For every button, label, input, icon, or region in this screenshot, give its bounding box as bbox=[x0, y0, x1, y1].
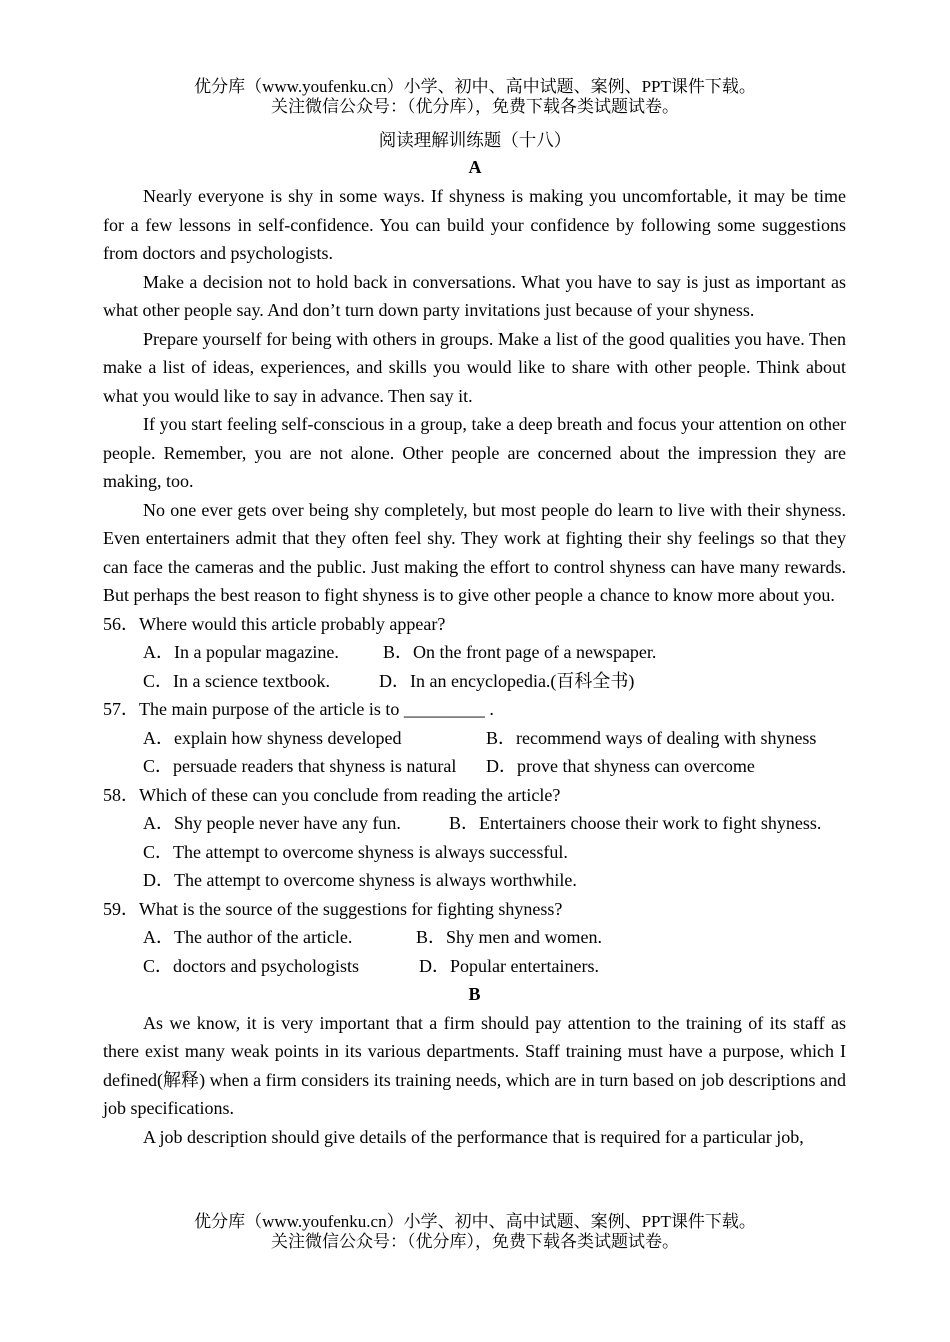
q59-option-a: A．The author of the article. bbox=[143, 927, 353, 947]
section-b-label: B bbox=[468, 984, 481, 1004]
header-line-1: 优分库（www.youfenku.cn）小学、初中、高中试题、案例、PPT课件下载。 bbox=[194, 77, 756, 96]
q57-option-a: A．explain how shyness developed bbox=[143, 727, 402, 748]
q58-option-d: D．The attempt to overcome shyness is always worthwhile. bbox=[143, 870, 577, 890]
question-59-options-row bbox=[143, 952, 846, 981]
question-59-stem: 59．What is the source of the suggestions for fighting shyness? bbox=[103, 898, 563, 919]
header-line-2: 关注微信公众号：（优分库），免费下载各类试题试卷。 bbox=[271, 97, 679, 116]
q56-option-d: D．In an encyclopedia.(百科全书) bbox=[379, 670, 635, 691]
document-body bbox=[103, 182, 846, 1151]
q59-option-b: B．Shy men and women. bbox=[416, 927, 602, 947]
question-56-options-row bbox=[143, 667, 846, 696]
passage-a-paragraph: No one ever gets over being shy completely, but most people do learn to live with their shyness. Even entertainers admit that they often feel shy. They work at fighting their shy feelings so that they can face the cameras and the public. Just making the effort to control shyness can have many rewards. But perhaps the best reason to fight shyness is to give other people a chance to know more about you. bbox=[103, 499, 846, 605]
footer-line-2: 关注微信公众号：（优分库），免费下载各类试题试卷。 bbox=[271, 1232, 679, 1251]
question-58-options-row bbox=[143, 809, 846, 838]
q56-option-b: B．On the front page of a newspaper. bbox=[383, 642, 657, 662]
passage-a-paragraph: Prepare yourself for being with others in groups. Make a list of the good qualities you have. Then make a list of ideas, experiences, and skills you would like to share with other people. Think about what you would like to say in advance. Then say it. bbox=[103, 328, 846, 406]
section-a-label: A bbox=[468, 157, 482, 177]
page-title: 阅读理解训练题（十八） bbox=[378, 130, 572, 150]
question-56-stem: 56．Where would this article probably appear? bbox=[103, 613, 446, 634]
passage-a-paragraph: Nearly everyone is shy in some ways. If shyness is making you uncomfortable, it may be time for a few lessons in self-confidence. You can build your confidence by following some suggestions from doctors and psychologists. bbox=[103, 186, 846, 263]
q56-option-c: C．In a science textbook. bbox=[143, 670, 330, 691]
q57-option-b: B．recommend ways of dealing with shyness bbox=[486, 727, 817, 748]
q56-option-a: A．In a popular magazine. bbox=[143, 642, 339, 662]
question-56-options-row bbox=[143, 638, 846, 667]
question-57-options-row bbox=[143, 752, 846, 781]
q59-option-d: D．Popular entertainers. bbox=[419, 955, 599, 976]
passage-b-paragraph: A job description should give details of the performance that is required for a particular job, bbox=[143, 1126, 804, 1147]
passage-a-paragraph: If you start feeling self-conscious in a group, take a deep breath and focus your attention on other people. Remember, you are not alone. Other people are concerned about the impression they are making, too. bbox=[103, 414, 846, 491]
q59-option-c: C．doctors and psychologists bbox=[143, 955, 359, 976]
question-59-options-row bbox=[143, 923, 846, 952]
passage-a-paragraph: Make a decision not to hold back in conversations. What you have to say is just as important as what other people say. And don’t turn down party invitations just because of your shyness. bbox=[103, 271, 846, 320]
question-58-stem: 58．Which of these can you conclude from reading the article? bbox=[103, 784, 561, 805]
q58-option-b: B．Entertainers choose their work to fight shyness. bbox=[449, 813, 822, 833]
q57-option-c: C．persuade readers that shyness is natural bbox=[143, 756, 457, 776]
question-57-stem: 57．The main purpose of the article is to _________ . bbox=[103, 699, 494, 719]
question-57-options-row bbox=[143, 724, 846, 753]
footer-line-1: 优分库（www.youfenku.cn）小学、初中、高中试题、案例、PPT课件下载。 bbox=[194, 1212, 756, 1231]
q58-option-c: C．The attempt to overcome shyness is always successful. bbox=[143, 841, 568, 862]
passage-b-paragraph: As we know, it is very important that a firm should pay attention to the training of its staff as there exist many weak points in its various departments. Staff training must have a purpose, which I defined(解释) when a firm considers its training needs, which are in turn based on job descriptions and job specifications. bbox=[103, 1012, 846, 1118]
q58-option-a: A．Shy people never have any fun. bbox=[143, 813, 401, 833]
q57-option-d: D．prove that shyness can overcome bbox=[486, 756, 755, 776]
